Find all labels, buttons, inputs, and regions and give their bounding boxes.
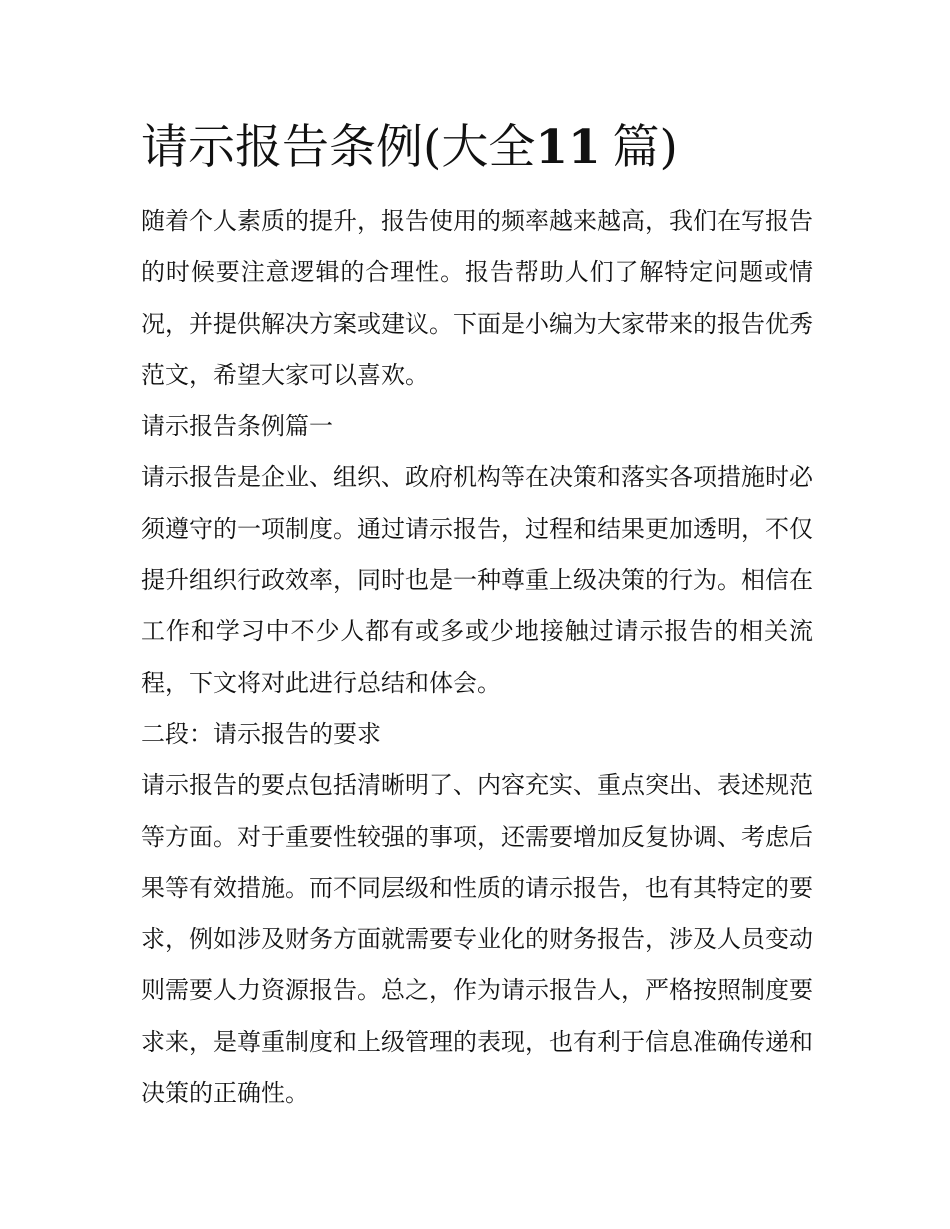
title-suffix: 篇) <box>612 120 678 175</box>
section-heading-part-one: 请示报告条例篇一 <box>141 412 333 441</box>
title-number: 11 <box>535 120 601 175</box>
document-title <box>141 116 678 180</box>
body-paragraph-requirements: 请示报告的要点包括清晰明了、内容充实、重点突出、表述规范等方面。对于重要性较强的事项，还需要增加反复协调、考虑后果等有效措施。而不同层级和性质的请示报告，也有其特定的要求，例如涉及财务方面就需要专业化的财务报告，涉及人员变动则需要人力资源报告。总之，作为请示报告人，严格按照制度要求来，是尊重制度和上级管理的表现，也有利于信息准确传递和决策的正确性。 <box>141 771 813 1108</box>
body-paragraph-overview: 请示报告是企业、组织、政府机构等在决策和落实各项措施时必须遵守的一项制度。通过请示报告，过程和结果更加透明，不仅提升组织行政效率，同时也是一种尊重上级决策的行为。相信在工作和学习中不少人都有或多或少地接触过请示报告的相关流程，下文将对此进行总结和体会。 <box>141 463 813 697</box>
document-body <box>141 196 813 1119</box>
section-heading-requirements: 二段：请示报告的要求 <box>141 719 381 748</box>
title-text: 请示报告条例(大全 <box>141 120 536 175</box>
intro-paragraph: 随着个人素质的提升，报告使用的频率越来越高，我们在写报告的时候要注意逻辑的合理性。报告帮助人们了解特定问题或情况，并提供解决方案或建议。下面是小编为大家带来的报告优秀范文，希望大家可以喜欢。 <box>141 207 813 389</box>
